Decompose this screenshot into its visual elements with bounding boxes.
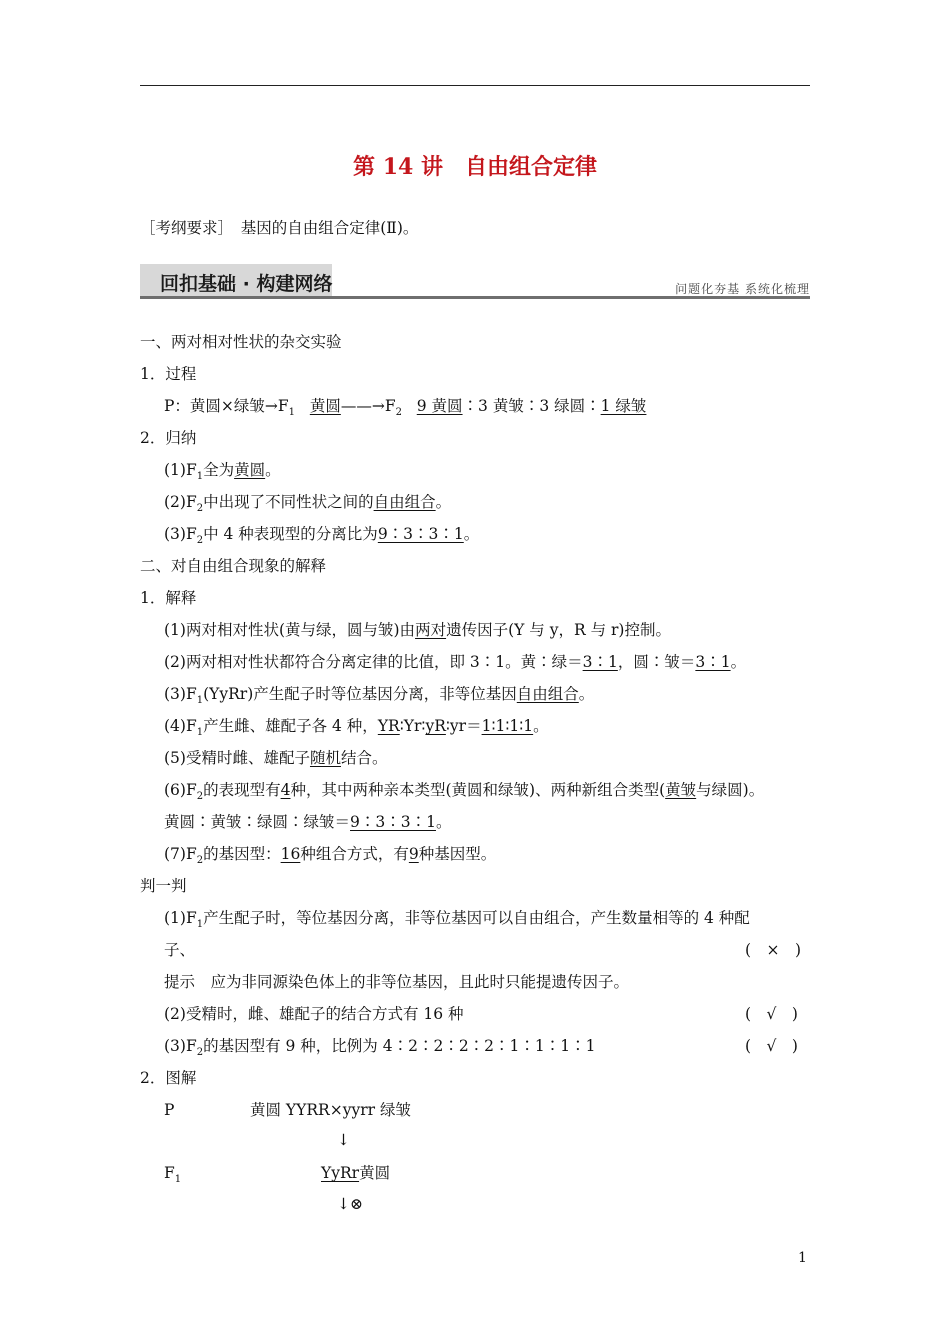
item-text: ，圆∶皱＝ — [617, 653, 696, 671]
subscript: 2 — [395, 407, 402, 419]
item-text: 。 — [435, 493, 452, 511]
judge-mark: ( √ ) — [745, 1005, 798, 1023]
subscript: 2 — [196, 1047, 204, 1059]
banner-title: 回扣基础 · 构建网络 — [160, 273, 333, 295]
subscript: 1 — [196, 727, 204, 739]
down-arrow-icon: ↓ — [337, 1131, 350, 1149]
section-heading: 一、两对相对性状的杂交实验 — [140, 333, 342, 351]
answer-blank: 1 绿皱 — [600, 397, 647, 415]
subscript: 2 — [196, 535, 204, 547]
answer-blank: 1∶1∶1∶1 — [481, 717, 534, 735]
item-text: 中 4 种表现型的分离比为 — [203, 525, 378, 543]
answer-blank: 3∶1 — [695, 653, 731, 671]
cross-text: ∶3 黄皱∶3 绿圆∶ — [462, 397, 601, 415]
item-text: 中出现了不同性状之间的 — [203, 493, 374, 511]
generation-label: F — [164, 1164, 175, 1182]
answer-blank: 9∶3∶3∶1 — [350, 813, 436, 831]
list-item — [164, 492, 451, 519]
subscript: 1 — [196, 695, 204, 707]
section-banner — [140, 264, 810, 298]
diagram-f1-label — [164, 1163, 181, 1190]
item-text: 的表现型有 — [203, 781, 281, 799]
item-text: 结合。 — [340, 749, 388, 767]
answer-blank: 3∶1 — [582, 653, 618, 671]
judge-mark: ( √ ) — [745, 1037, 798, 1055]
item-text: 。 — [533, 717, 549, 735]
answer-blank: 两对 — [415, 621, 447, 639]
item-text: 产生雌、雄配子各 4 种， — [203, 717, 378, 735]
answer-blank: 9 黄圆 — [416, 397, 463, 415]
list-item — [164, 684, 594, 711]
answer-blank: 黄圆 — [234, 461, 266, 479]
item-text: 。 — [463, 525, 480, 543]
subsection-heading: 1．过程 — [140, 365, 197, 383]
cross-arrow: ——→F — [340, 397, 396, 415]
answer-blank: YyRr — [321, 1164, 360, 1182]
item-text: (1)两对相对性状(黄与绿，圆与皱)由 — [164, 621, 416, 639]
subsection-heading: 2．归纳 — [140, 429, 197, 447]
answer-blank: 4 — [280, 781, 291, 799]
list-item — [164, 620, 671, 640]
item-text: 黄圆 — [359, 1164, 391, 1182]
judge-item: (2)受精时，雌、雄配子的结合方式有 16 种 — [164, 1005, 464, 1023]
item-text: (6)F — [164, 781, 197, 799]
selfing-arrow-icon: ↓⊗ — [337, 1195, 363, 1213]
item-text: (4)F — [164, 717, 197, 735]
item-text: 种组合方式，有 — [300, 845, 409, 863]
item-text: 全为 — [203, 461, 235, 479]
subscript: 2 — [196, 855, 204, 867]
item-text: 。 — [730, 653, 747, 671]
list-item — [164, 460, 281, 487]
list-item — [164, 524, 479, 551]
answer-blank: 自由组合 — [516, 685, 579, 703]
list-item — [164, 748, 388, 768]
item-text: (3)F — [164, 1037, 197, 1055]
list-item — [164, 652, 746, 672]
subscript: 1 — [196, 471, 204, 483]
judge-item-continued: 子、 — [164, 941, 196, 959]
item-text: 遗传因子(Y 与 y，R 与 r)控制。 — [446, 621, 671, 639]
exam-requirements: ［考纲要求］ 基因的自由组合定律(Ⅱ)。 — [140, 219, 419, 237]
cross-line — [164, 396, 646, 423]
answer-blank: 随机 — [309, 749, 341, 767]
item-text: (3)F — [164, 685, 197, 703]
item-text: (3)F — [164, 525, 197, 543]
header-rule — [140, 85, 810, 86]
item-text: (7)F — [164, 845, 197, 863]
item-text: (5)受精时雌、雄配子 — [164, 749, 310, 767]
answer-blank: 自由组合 — [373, 493, 436, 511]
judge-item — [164, 1036, 596, 1063]
item-text: 。 — [265, 461, 281, 479]
subsection-heading: 1．解释 — [140, 589, 197, 607]
item-text: (1)F — [164, 909, 197, 927]
answer-blank: 9∶3∶3∶1 — [377, 525, 464, 543]
item-text: 。 — [578, 685, 595, 703]
subscript: 1 — [174, 1174, 182, 1186]
item-text: 种，其中两种亲本类型(黄圆和绿皱)、两种新组合类型( — [290, 781, 666, 799]
answer-blank: 黄圆 — [309, 397, 341, 415]
list-item — [164, 844, 496, 871]
subscript: 2 — [196, 503, 204, 515]
page-number: 1 — [798, 1250, 807, 1266]
answer-blank: 黄皱 — [665, 781, 697, 799]
judge-item — [164, 908, 750, 935]
item-text: ∶Yr∶ — [399, 717, 426, 735]
item-text: 产生配子时，等位基因分离，非等位基因可以自由组合，产生数量相等的 4 种配 — [203, 909, 750, 927]
list-item — [164, 812, 451, 832]
judge-mark: ( × ) — [745, 941, 802, 959]
answer-blank: 9 — [408, 845, 419, 863]
item-text: (1)F — [164, 461, 197, 479]
list-item — [164, 716, 549, 743]
list-item — [164, 780, 764, 807]
subscript: 2 — [196, 791, 204, 803]
item-text: ∶yr＝ — [445, 717, 482, 735]
hint-text: 提示 应为非同源染色体上的非等位基因，且此时只能提遗传因子。 — [164, 973, 630, 991]
item-text: 种基因型。 — [418, 845, 497, 863]
item-text: 的基因型有 9 种，比例为 4∶2∶2∶2∶2∶1∶1∶1∶1 — [203, 1037, 596, 1055]
section-heading: 判一判 — [140, 877, 187, 895]
item-text: (2)F — [164, 493, 197, 511]
answer-blank: YR — [377, 717, 400, 735]
item-text: 黄圆∶黄皱∶绿圆∶绿皱＝ — [164, 813, 351, 831]
subscript: 1 — [196, 919, 204, 931]
item-text: (2)两对相对性状都符合分离定律的比值，即 3∶1。黄∶绿＝ — [164, 653, 583, 671]
subsection-heading: 2．图解 — [140, 1069, 197, 1087]
diagram-p-cross: 黄圆 YYRR×yyrr 绿皱 — [250, 1101, 411, 1119]
answer-blank: 16 — [280, 845, 301, 863]
subscript: 1 — [288, 407, 296, 419]
item-text: (YyRr)产生配子时等位基因分离，非等位基因 — [203, 685, 517, 703]
section-heading: 二、对自由组合现象的解释 — [140, 557, 327, 575]
item-text: 。 — [435, 813, 452, 831]
cross-text: P：黄圆×绿皱→F — [164, 397, 289, 415]
item-text: 的基因型： — [203, 845, 281, 863]
diagram-p-label: P — [164, 1101, 175, 1119]
diagram-f1 — [321, 1163, 390, 1183]
item-text: 与绿圆)。 — [696, 781, 765, 799]
banner-subtitle: 问题化夯基 系统化梳理 — [675, 282, 810, 296]
answer-blank: yR — [425, 717, 446, 735]
page-title: 第 14 讲 自由组合定律 — [353, 154, 597, 180]
